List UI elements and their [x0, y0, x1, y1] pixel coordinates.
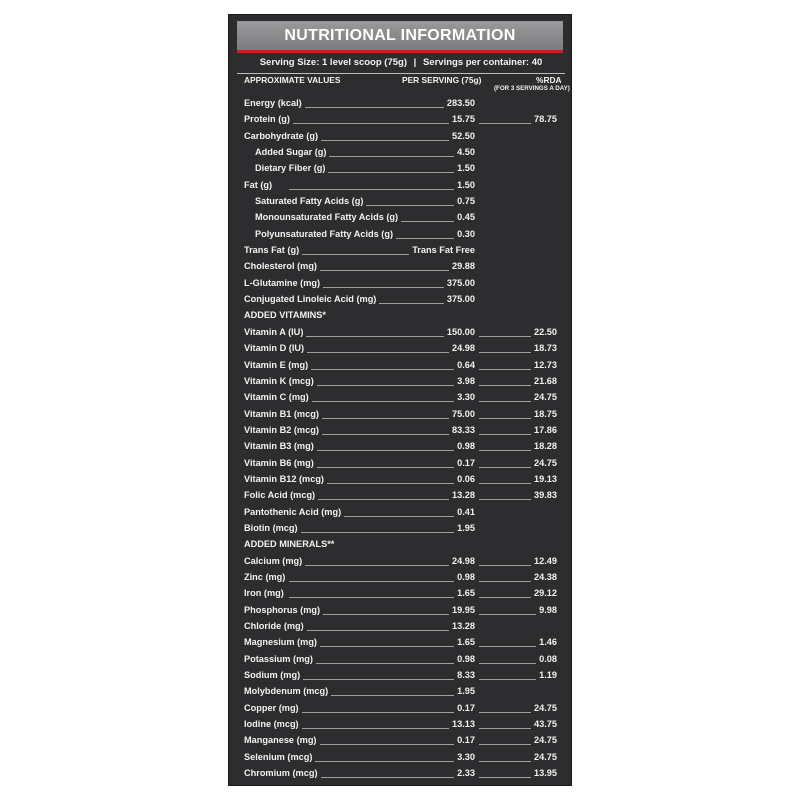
per-serving-value: 2.33 [454, 768, 475, 778]
nutrient-name: Molybdenum (mcg) [244, 686, 331, 696]
header-rda-sub: (FOR 3 SERVINGS A DAY) [494, 85, 570, 92]
per-serving-value: 13.28 [449, 621, 475, 631]
leader-line [289, 369, 475, 370]
table-row [229, 472, 573, 488]
rda-value: 19.13 [531, 474, 557, 484]
nutrient-name: Vitamin K (mcg) [244, 376, 317, 386]
nutrient-name: Added Sugar (g) [255, 147, 329, 157]
section-heading [229, 308, 573, 324]
leader-line [289, 761, 475, 762]
table-row [229, 374, 573, 390]
nutrient-name: Vitamin E (mg) [244, 360, 311, 370]
per-serving-value: 150.00 [444, 327, 475, 337]
nutrient-name: Sodium (mg) [244, 670, 303, 680]
per-serving-value: 13.28 [449, 490, 475, 500]
nutrient-name: Pantothenic Acid (mg) [244, 507, 344, 517]
table-row [229, 194, 573, 210]
table-row [229, 456, 573, 472]
per-serving-value: 0.17 [454, 703, 475, 713]
per-serving-value: 3.30 [454, 392, 475, 402]
rda-value: 24.75 [531, 735, 557, 745]
rda-value: 1.46 [536, 637, 557, 647]
nutrient-name: Copper (mg) [244, 703, 302, 713]
nutrient-name: Chromium (mcg) [244, 768, 321, 778]
table-row [229, 358, 573, 374]
rda-value: 78.75 [531, 114, 557, 124]
table-row [229, 521, 573, 537]
nutrient-name: Zinc (mg) [244, 572, 288, 582]
nutrient-name: Vitamin B6 (mg) [244, 458, 317, 468]
nutrient-name: Dietary Fiber (g) [255, 163, 328, 173]
nutrient-name: ADDED VITAMINS* [244, 310, 329, 320]
per-serving-value: 0.45 [454, 212, 475, 222]
leader-line [289, 450, 475, 451]
per-serving-value: 0.98 [454, 441, 475, 451]
table-row [229, 570, 573, 586]
per-serving-value: Trans Fat Free [409, 245, 475, 255]
table-row [229, 439, 573, 455]
per-serving-value: 75.00 [449, 409, 475, 419]
per-serving-value: 0.98 [454, 572, 475, 582]
table-row [229, 733, 573, 749]
table-row [229, 701, 573, 717]
nutrient-name: Iodine (mcg) [244, 719, 302, 729]
per-serving-value: 0.17 [454, 735, 475, 745]
table-row [229, 684, 573, 700]
per-serving-value: 13.13 [449, 719, 475, 729]
table-row [229, 750, 573, 766]
rda-value: 1.19 [536, 670, 557, 680]
nutrient-name: Monounsaturated Fatty Acids (g) [255, 212, 401, 222]
nutrient-name: Protein (g) [244, 114, 293, 124]
nutrient-name: Vitamin B3 (mg) [244, 441, 317, 451]
rda-value: 24.75 [531, 703, 557, 713]
per-serving-value: 4.50 [454, 147, 475, 157]
serving-size: Serving Size: 1 level scoop (75g) [259, 57, 408, 68]
rda-value: 13.95 [531, 768, 557, 778]
leader-line [289, 467, 475, 468]
nutrient-name: Vitamin B12 (mcg) [244, 474, 327, 484]
rda-value: 39.83 [531, 490, 557, 500]
per-serving-value: 375.00 [444, 294, 475, 304]
table-row [229, 766, 573, 782]
per-serving-value: 0.98 [454, 654, 475, 664]
leader-line [289, 597, 475, 598]
nutrient-name: ADDED MINERALS** [244, 539, 337, 549]
table-row [229, 129, 573, 145]
divider [237, 73, 565, 74]
nutrient-name: Cholesterol (mg) [244, 261, 320, 271]
nutrient-name: Manganese (mg) [244, 735, 320, 745]
table-row [229, 325, 573, 341]
nutrient-name: Polyunsaturated Fatty Acids (g) [255, 229, 396, 239]
nutrient-name: Iron (mg) [244, 588, 287, 598]
leader-line [289, 189, 475, 190]
per-serving-value: 0.06 [454, 474, 475, 484]
table-row [229, 505, 573, 521]
nutrient-name: Selenium (mcg) [244, 752, 315, 762]
rda-value: 18.75 [531, 409, 557, 419]
per-serving-value: 375.00 [444, 278, 475, 288]
per-serving-value: 0.64 [454, 360, 475, 370]
leader-line [289, 679, 475, 680]
leader-line [289, 581, 475, 582]
per-serving-value: 0.17 [454, 458, 475, 468]
table-row [229, 112, 573, 128]
table-row [229, 619, 573, 635]
table-row [229, 210, 573, 226]
rda-value: 18.28 [531, 441, 557, 451]
leader-line [289, 712, 475, 713]
nutrient-name: Phosphorus (mg) [244, 605, 323, 615]
table-row [229, 603, 573, 619]
leader-line [289, 123, 475, 124]
rda-value: 24.75 [531, 752, 557, 762]
nutrient-name: Vitamin C (mg) [244, 392, 312, 402]
rda-value: 17.86 [531, 425, 557, 435]
rda-value: 29.12 [531, 588, 557, 598]
table-row [229, 145, 573, 161]
nutrient-name: Carbohydrate (g) [244, 131, 321, 141]
rda-value: 24.75 [531, 392, 557, 402]
table-row [229, 407, 573, 423]
nutrient-name: L-Glutamine (mg) [244, 278, 323, 288]
leader-line [289, 728, 475, 729]
nutrient-name: Fat (g) [244, 180, 275, 190]
per-serving-value: 3.30 [454, 752, 475, 762]
table-row [229, 341, 573, 357]
table-row [229, 586, 573, 602]
table-row [229, 668, 573, 684]
nutrient-name: Magnesium (mg) [244, 637, 320, 647]
per-serving-value: 1.95 [454, 523, 475, 533]
nutrient-name: Vitamin B2 (mcg) [244, 425, 322, 435]
rda-value: 9.98 [536, 605, 557, 615]
serving-info [229, 57, 573, 73]
nutrient-name: Folic Acid (mcg) [244, 490, 318, 500]
table-row [229, 96, 573, 112]
nutrient-name: Vitamin A (IU) [244, 327, 306, 337]
nutrient-name: Chloride (mg) [244, 621, 307, 631]
per-serving-value: 83.33 [449, 425, 475, 435]
nutrient-name: Energy (kcal) [244, 98, 305, 108]
nutrient-name: Vitamin B1 (mcg) [244, 409, 322, 419]
nutrient-name: Calcium (mg) [244, 556, 305, 566]
per-serving-value: 15.75 [449, 114, 475, 124]
per-serving-value: 1.65 [454, 588, 475, 598]
per-serving-value: 1.50 [454, 163, 475, 173]
rda-value: 24.75 [531, 458, 557, 468]
per-serving-value: 3.98 [454, 376, 475, 386]
per-serving-value: 24.98 [449, 556, 475, 566]
nutrient-name: Biotin (mcg) [244, 523, 301, 533]
table-row [229, 717, 573, 733]
nutrient-table [229, 96, 573, 782]
leader-line [289, 352, 475, 353]
header-per-serving: PER SERVING (75g) [402, 75, 482, 85]
table-row [229, 554, 573, 570]
table-row [229, 259, 573, 275]
table-row [229, 292, 573, 308]
header-approx-values: APPROXIMATE VALUES [244, 75, 341, 85]
table-row [229, 178, 573, 194]
section-heading [229, 537, 573, 553]
leader-line [289, 630, 475, 631]
rda-value: 0.08 [536, 654, 557, 664]
per-serving-value: 1.65 [454, 637, 475, 647]
per-serving-value: 8.33 [454, 670, 475, 680]
table-row [229, 488, 573, 504]
per-serving-value: 0.30 [454, 229, 475, 239]
table-row [229, 635, 573, 651]
per-serving-value: 0.41 [454, 507, 475, 517]
nutrient-name: Trans Fat (g) [244, 245, 302, 255]
table-row [229, 423, 573, 439]
nutrient-name: Potassium (mg) [244, 654, 316, 664]
nutrient-name: Vitamin D (IU) [244, 343, 307, 353]
per-serving-value: 1.95 [454, 686, 475, 696]
leader-line [289, 532, 475, 533]
table-row [229, 227, 573, 243]
nutrition-panel [228, 14, 572, 786]
rda-value: 21.68 [531, 376, 557, 386]
rda-value: 43.75 [531, 719, 557, 729]
rda-value: 24.38 [531, 572, 557, 582]
per-serving-value: 19.95 [449, 605, 475, 615]
per-serving-value: 24.98 [449, 343, 475, 353]
rda-value: 12.73 [531, 360, 557, 370]
per-serving-value: 0.75 [454, 196, 475, 206]
leader-line [289, 663, 475, 664]
leader-line [289, 565, 475, 566]
rda-value: 22.50 [531, 327, 557, 337]
table-row [229, 161, 573, 177]
table-row [229, 243, 573, 259]
per-serving-value: 1.50 [454, 180, 475, 190]
leader-line [289, 385, 475, 386]
serving-separator: | [413, 57, 417, 68]
header-rda: %RDA [536, 75, 562, 85]
rda-value: 18.73 [531, 343, 557, 353]
servings-per-container: Servings per container: 40 [422, 57, 543, 68]
per-serving-value: 283.50 [444, 98, 475, 108]
rda-value: 12.49 [531, 556, 557, 566]
nutrient-name: Conjugated Linoleic Acid (mg) [244, 294, 379, 304]
leader-line [289, 401, 475, 402]
nutrient-name: Saturated Fatty Acids (g) [255, 196, 366, 206]
title-bar [237, 21, 563, 53]
table-row [229, 390, 573, 406]
table-row [229, 652, 573, 668]
table-row [229, 276, 573, 292]
panel-title: NUTRITIONAL INFORMATION [284, 26, 516, 44]
per-serving-value: 52.50 [449, 131, 475, 141]
per-serving-value: 29.88 [449, 261, 475, 271]
